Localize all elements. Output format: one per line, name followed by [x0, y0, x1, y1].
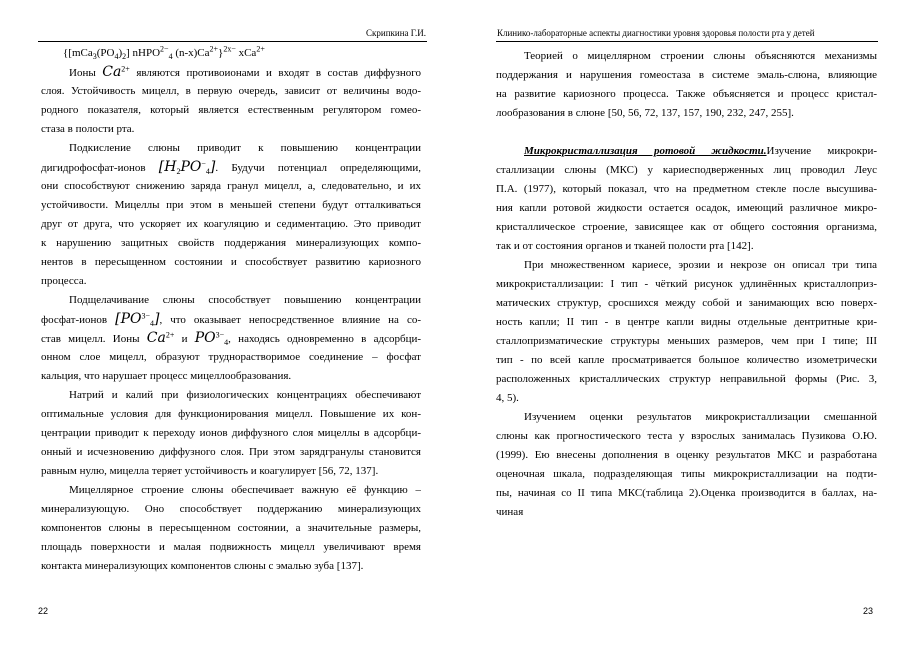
text-line: контакта минерализующих компонентов слюны с эмалью зуба [137]. — [41, 560, 364, 572]
text-line: нентов в пересыщенном состоянии и способствует развитию кариозного — [41, 256, 421, 268]
text-line: равным нулю, мицелла теряет устойчивость и коагулирует [56, 72, 137]. — [41, 465, 379, 477]
text-line: стаза в полости рта. — [41, 123, 135, 135]
text-line: Теорией о мицеллярном строении слюны объясняются механизмы — [524, 50, 877, 62]
right-page-body — [496, 47, 877, 522]
text-line: Натрий и калий при физиологических концентрациях обеспечивают — [69, 389, 421, 401]
text-line: микрокристаллизации: I тип - чёткий рисунок удлинённых кристаллоприз- — [496, 278, 877, 290]
text-line: сталлизации слюны (МКС) у кариесподверженных лиц проводил Леус — [496, 164, 877, 176]
text-line: Подкисление слюны приводит к повышению концентрации — [69, 142, 421, 154]
text-line: П.А. (1977), который показал, что на предметном стекле после высушива- — [496, 183, 877, 195]
text-line: дигидрофосфат-ионов $[H_2PO^-_4]$. Будучи потенциал определяющими, — [41, 159, 421, 177]
text-line: сталлопризматические структуры меньших размеров, чем при I типе; III — [496, 335, 877, 347]
text-line: онный и исчезновению диффузного слоя. При этом зарядгранулы становится — [41, 446, 421, 458]
text-line: кальция, что нарушает процесс мицеллообразования. — [41, 370, 292, 382]
text-line: Изучением оценки результатов микрокристаллизации смешанной — [524, 411, 877, 423]
text-line: Подщелачивание слюны способствует повышению концентрации — [69, 294, 421, 306]
text-line: кристаллическое строение, зависящее как от общего состояния организма, — [496, 221, 877, 233]
text-line: центрации приводит к переходу ионов диффузного слоя мицеллы в адсорбци- — [41, 427, 421, 439]
page-number-left: 22 — [38, 606, 49, 616]
right-page — [458, 0, 916, 650]
section-heading-line: Микрокристаллизация ротовой жидкости.Изучение микрокри- — [524, 145, 877, 157]
text-line: став мицелл. Ионы $Ca^{2+}$ и $PO^{3-}_4$, находясь одновременно в адсорбци- — [41, 330, 421, 348]
text-line: друг от друга, что ускоряет их коагуляцию и седиментацию. Это приводит — [41, 218, 421, 230]
text-line: чиная — [496, 506, 524, 518]
text-line: (1999). Ею внесены дополнения в оценку результатов МКС и разработана — [496, 449, 877, 461]
text-line: так и от состояния органов и тканей полости рта [142]. — [496, 240, 754, 252]
text-line: слюны как прогностического теста у взрослых занималась Пузикова О.Ю. — [496, 430, 877, 442]
section-heading: Микрокристаллизация ротовой жидкости. — [524, 145, 767, 157]
text-line: оптимальные условия для функционирования мицелл. Повышение их кон- — [41, 408, 421, 420]
micelle-formula: {$[mCa_3(PO_4)_2]$ nHPO$^{2-}_4$ $(n-x)Ca^{2+}\}^{2x-}$ xCa$^{2+}$ — [63, 44, 265, 62]
text-line: оценочная шкала, подразделяющая типы микрокристаллизации на подти- — [496, 468, 877, 480]
text-line: поддержания и нарушения гомеостаза в системе эмаль-слюна, влияющие — [496, 69, 877, 81]
header-rule-left — [38, 41, 427, 42]
text-line: слоя. Устойчивость мицелл, в первую очередь, зависит от величины водо- — [41, 85, 421, 97]
text-line: тип - по всей капле просматривается большое количество изометрически — [496, 354, 877, 366]
text-line: к нарушению защитных свойств поддержания минерализующих компо- — [41, 237, 421, 249]
header-rule-right — [496, 41, 878, 42]
text-line: матических структур, сросшихся между собой и занимающих всю поверх- — [496, 297, 877, 309]
page-number-right: 23 — [862, 606, 873, 616]
text-line: процесса. — [41, 275, 87, 287]
text-line: ния капли ротовой жидкости остается осадок, имеющий различное микро- — [496, 202, 877, 214]
text-line: устойчивости. Мицеллы при этом в меньшей степени будут отталкиваться — [41, 199, 421, 211]
paragraph-gap — [496, 123, 877, 142]
text-line: пы, начиная со II типа МКС(таблица 2).Оценка производится в баллах, на- — [496, 487, 877, 499]
text-line: площадь поверхности и малая подвижность мицелл увеличивают время — [41, 541, 421, 553]
text-line: Ионы $Ca^{2+}$ являются противоионами и входят в состав диффузного — [69, 64, 421, 80]
text-line: 4, 5). — [496, 392, 519, 404]
text-line: Мицеллярное строение слюны обеспечивает важную её функцию – — [69, 484, 421, 496]
text-line: расположенных кристаллических структур неправильной формы (Рис. 3, — [496, 373, 877, 385]
text-line: они способствуют снижению заряда гранул мицелл, а, следовательно, и их — [41, 180, 421, 192]
text-line: лообразования в слюне [50, 56, 72, 137, 157, 190, 232, 247, 255]. — [496, 107, 794, 119]
text-line: При множественном кариесе, эрозии и некрозе он описал три типа — [524, 259, 877, 271]
text-line: онном слое мицелл, образуют труднорастворимое соединение – фосфат — [41, 351, 421, 363]
text-line: ность капли; II тип - в центре капли видны отдельные дентритные кри- — [496, 316, 877, 328]
text-line: родного показателя, который является естественным регулятором гомео- — [41, 104, 421, 116]
text-line: на развитие кариозного процесса. Также объясняется и процесс кристал- — [496, 88, 877, 100]
text-line: компонентов слюны в пересыщенном состоянии, а значительные размеры, — [41, 522, 421, 534]
left-page-body — [41, 44, 421, 576]
text-line: минерализующую. Оно способствует поддержанию минерализующих — [41, 503, 421, 515]
running-head-left: Скрипкина Г.И. — [366, 28, 426, 38]
text-line: фосфат-ионов $[PO^{3-}_4]$, что оказывает непосредственное влияние на со- — [41, 311, 421, 329]
running-head-right: Клинико-лабораторные аспекты диагностики уровня здоровья полости рта у детей — [497, 28, 815, 38]
